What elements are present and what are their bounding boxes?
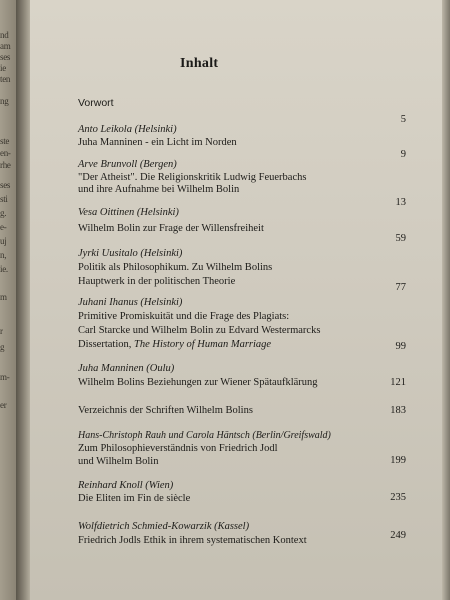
left-page-text: am bbox=[0, 41, 11, 51]
left-page-text: nd bbox=[0, 30, 9, 40]
entry-page-number: 5 bbox=[400, 114, 406, 125]
left-page-text: r bbox=[0, 326, 3, 336]
entry-title: Primitive Promiskuität und die Frage des Plagiats: bbox=[78, 311, 290, 322]
left-page-text: ses bbox=[0, 180, 11, 190]
entry-page-number: 121 bbox=[390, 377, 406, 388]
entry-title: Politik als Philosophikum. Zu Wilhelm Bolins bbox=[78, 262, 273, 273]
entry-author: Arve Brunvoll (Bergen) bbox=[78, 159, 177, 170]
entry-author: Juha Manninen (Oulu) bbox=[78, 363, 175, 374]
entry-author: Jyrki Uusitalo (Helsinki) bbox=[78, 248, 183, 259]
entry-page-number: 199 bbox=[390, 455, 406, 466]
entry-author: Reinhard Knoll (Wien) bbox=[78, 480, 174, 491]
entry-title: Hauptwerk in der politischen Theorie bbox=[78, 276, 236, 287]
left-page-text: m- bbox=[0, 372, 10, 382]
left-page-text: ie. bbox=[0, 264, 8, 274]
left-page-text: er bbox=[0, 400, 7, 410]
book-title: The History of Human Marriage bbox=[134, 339, 272, 350]
entry-page-number: 77 bbox=[395, 282, 406, 293]
left-page-text: ie bbox=[0, 63, 6, 73]
left-page-text: ng bbox=[0, 96, 9, 106]
entry-title: Juha Manninen - ein Licht im Norden bbox=[78, 137, 237, 148]
left-page-text: e- bbox=[0, 222, 7, 232]
page-title: Inhalt bbox=[180, 56, 219, 71]
left-page-text: m bbox=[0, 292, 7, 302]
entry-author: Juhani Ihanus (Helsinki) bbox=[78, 297, 183, 308]
entry-title: und ihre Aufnahme bei Wilhelm Bolin bbox=[78, 184, 240, 195]
entry-title: Dissertation, The History of Human Marriage bbox=[78, 339, 272, 350]
left-page-text: n, bbox=[0, 250, 7, 260]
entry-title: Verzeichnis der Schriften Wilhelm Bolins bbox=[78, 405, 253, 416]
entry-title: Friedrich Jodls Ethik in ihrem systematischen Kontext bbox=[78, 535, 307, 546]
entry-title: und Wilhelm Bolin bbox=[78, 456, 159, 467]
page-right-edge bbox=[442, 0, 450, 600]
left-page-text: rhe bbox=[0, 160, 11, 170]
entry-author: Hans-Christoph Rauh und Carola Häntsch (Berlin/Greifswald) bbox=[78, 430, 331, 441]
left-page-text: en- bbox=[0, 148, 11, 158]
left-page-text: ten bbox=[0, 74, 11, 84]
left-page-text: g. bbox=[0, 208, 7, 218]
entry-page-number: 13 bbox=[395, 197, 406, 208]
entry-title: Die Eliten im Fin de siècle bbox=[78, 493, 191, 504]
left-page-text: ses bbox=[0, 52, 11, 62]
entry-page-number: 183 bbox=[390, 405, 406, 416]
left-page-text: ste bbox=[0, 136, 10, 146]
entry-author: Anto Leikola (Helsinki) bbox=[78, 124, 177, 135]
entry-page-number: 99 bbox=[395, 341, 406, 352]
entry-title: Vorwort bbox=[78, 97, 114, 109]
left-page-text: g bbox=[0, 342, 5, 352]
left-page-edge bbox=[0, 0, 16, 600]
entry-title: "Der Atheist". Die Religionskritik Ludwig Feuerbachs bbox=[78, 172, 307, 183]
entry-title: Wilhelm Bolins Beziehungen zur Wiener Spätaufklärung bbox=[78, 377, 318, 388]
entry-title: Carl Starcke und Wilhelm Bolin zu Edvard Westermarcks bbox=[78, 325, 321, 336]
entry-title: Wilhelm Bolin zur Frage der Willensfreiheit bbox=[78, 223, 264, 234]
entry-page-number: 235 bbox=[390, 492, 406, 503]
book-gutter bbox=[16, 0, 30, 600]
entry-title: Zum Philosophieverständnis von Friedrich Jodl bbox=[78, 443, 278, 454]
entry-page-number: 59 bbox=[395, 233, 406, 244]
entry-page-number: 249 bbox=[390, 530, 406, 541]
entry-page-number: 9 bbox=[400, 149, 406, 160]
left-page-text: sti bbox=[0, 194, 8, 204]
entry-author: Wolfdietrich Schmied-Kowarzik (Kassel) bbox=[78, 521, 250, 532]
entry-author: Vesa Oittinen (Helsinki) bbox=[78, 207, 179, 218]
left-page-text: uj bbox=[0, 236, 7, 246]
